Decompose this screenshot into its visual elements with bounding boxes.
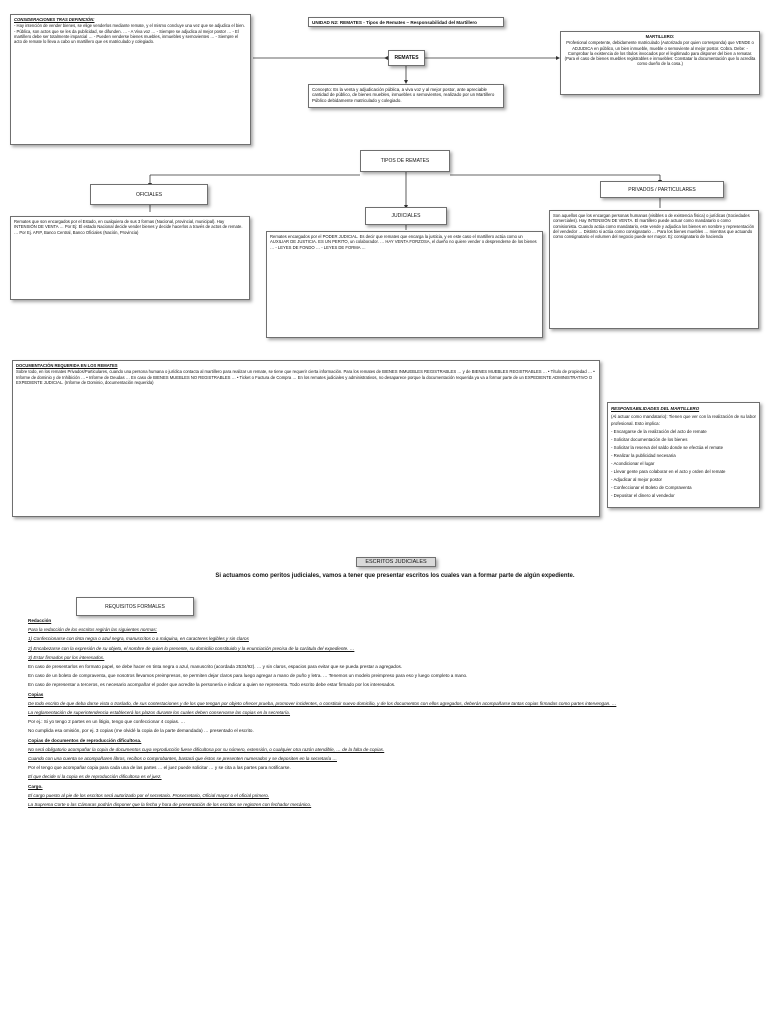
responsabilidades-box <box>607 402 760 508</box>
concepto-box <box>308 84 504 108</box>
list-item: - Encargarse de la realización del acto de remate <box>611 429 707 434</box>
judiciales-body: Remates encargados por el PODER JUDICIAL. Es decir que remates que encarga la justicia, y en este caso el martillero actúa como un AUXILIAR DE JUSTICIA. ES UN PERITO, un colaborador. … HAY VENTA FORZOSA, el dueño no quiere vender o desprenderse de los bienes … - LEYES DE FONDO … - LEYES DE FORMA … <box>270 234 537 250</box>
redaccion-paragraph: Por el tengo que acompañar copia para cada una de las partes … el juez puede solicitar … y se cita a las partes para notificarse. <box>28 765 291 771</box>
redaccion-paragraph: 3) Estar firmados por los interesados. <box>28 654 105 660</box>
redaccion-paragraph: La reglamentación de superintendencia establecerá los plazos durante los cuales deben conservarse las copias en la secretaría. <box>28 710 291 716</box>
redaccion-paragraph: En caso de representar a terceros, es necesario acompañar el poder que acredite la personería e indicar a quien se representa. Todo escrito debe estar firmado por los interesados. <box>28 682 396 688</box>
list-item: - Solicitar la reserva del saldo donde se efectúa el remate <box>611 445 724 450</box>
responsabilidades-intro: (Al actuar como mandatario): Tienen que ver con la realización de su labor profesional. Esto implica: <box>611 414 756 426</box>
redaccion-section <box>28 618 740 1018</box>
documentacion-box <box>12 360 600 517</box>
consideraciones-body: - Hay intención de vender bienes, se elige venderlos mediante remate, y el mismo concluye una vez que se adjudica el bien. - Pública, son actos que se les da publicidad, se difunden. … - A Viva voz … - Siempre se adjudica al mejor postor … - El martillero debe ser totalmente imparcial … - Pueden venderse bienes muebles, inmuebles y semovientes … - Siempre el acto de remate lo lleva a cabo un martillero que es matriculado y colegiado. <box>14 23 245 45</box>
privados-box <box>549 210 759 329</box>
tipos-remates-label: TIPOS DE REMATES <box>360 150 450 172</box>
privados-body: Son aquellos que los encargan personas humanas (visibles o de existencia física) o jurídicas (Sociedades comerciales). Hay INTENSIÓN DE VENTA. El martillero puede actuar como mandatario o como comisionista. Cuando actúa como mandatario, este vende y adjudica los bienes en nombre y representación del vendedor … Distinto si actúa como consignatario … Para los bienes muebles … mientras que actuando como consignatario el volumen del negocio puede ser mayor. Ej: consignatario de hacienda <box>553 213 755 240</box>
oficiales-label: OFICIALES <box>90 184 208 205</box>
redaccion-paragraph: No será obligatorio acompañar la copia de documentos cuya reproducción fuese dificultosa por su número, extensión, o cualquier otra razón atendible, … de la falta de copias. <box>28 746 385 752</box>
responsabilidades-title: RESPONSABILIDADES DEL MARTILLERO <box>611 406 700 411</box>
list-item: - Depositar el dinero al vendedor <box>611 493 675 498</box>
redaccion-paragraph: En caso de un boleto de compraventa, que nosotros llevamos preimpresos, se permiten dejar claros para luego agregar a mano de puño y letra. … Tenemos un modelo preimpreso para eso y luego completo a mano. <box>28 673 468 679</box>
escritos-subtitle: Si actuamos como peritos judiciales, vamos a tener que presentar escritos los cuales van a formar parte de algún expediente. <box>215 573 575 579</box>
martillero-body: Profesional competente, debidamente matriculado (Autorizado por quien corresponda) que VENDE o ADJUDICA en público, un bien inmueble, mueble o semoviente al mejor postor. Cobra. Debe: - Comprobar la existencia de los títulos invocados por el legitimado para disponer del bien a rematar. (Para el caso de bienes muebles registrables e inmuebles: Constatar la documentación que lo acredita como dueño de la cosa.) <box>564 40 756 67</box>
unidad-box <box>308 17 504 27</box>
privados-label: PRIVADOS / PARTICULARES <box>600 181 724 198</box>
redaccion-paragraph: No cumplida esa omisión, por ej. 3 copias (me olvidé la copia de la parte demandada) … presentado el escrito. <box>28 728 254 734</box>
documentacion-title: DOCUMENTACIÓN REQUERIDA EN LOS REMATES <box>16 363 118 368</box>
redaccion-paragraph: El cargo puesto al pie de los escritos será autorizado por el secretario. Prosecretario, Oficial mayor o el oficial primero. <box>28 792 270 798</box>
redaccion-paragraph: Copias de documentos de reproducción dificultosa. <box>28 737 142 743</box>
list-item: - Realizar la publicidad necesaria <box>611 453 676 458</box>
redaccion-paragraph: En caso de presentarlos en formato papel, se debe hacer en tinta negra o azul, manuscrito (acordada 2534/92). … y sin claros, espacios para evitar que se pueda prestar a agregados. <box>28 664 403 670</box>
redaccion-paragraph: 2) Encabezarse con la expresión de su objeto, el nombre de quien lo presente, su domicilio constituido y la enunciación precisa de la carátula del expediente. … <box>28 645 355 651</box>
list-item: - Solicitar documentación de los bienes <box>611 437 688 442</box>
redaccion-paragraph: Cargo. <box>28 783 43 789</box>
redaccion-paragraph: Cuando con una cuenta se acompañaren libros, recibos o comprobantes, bastará que éstos se presenten numerados y se depositen en la secretaría … <box>28 756 337 762</box>
martillero-box <box>560 31 760 95</box>
martillero-title: MARTILLERO: <box>645 34 675 39</box>
redaccion-paragraph: El que decide si la copia es de reproducción dificultosa es el juez. <box>28 774 162 780</box>
redaccion-paragraph: Por ej.: Si yo tengo 2 partes en un litigio, tengo que confeccionar 4 copias. … <box>28 719 186 725</box>
list-item: - Acondicionar el lugar <box>611 461 655 466</box>
judiciales-box <box>266 231 543 338</box>
redaccion-paragraph: Copias <box>28 691 44 697</box>
redaccion-paragraph: De todo escrito de que deba darse vista o traslado, de sus contestaciones y de los que tengan por objeto ofrecer prueba, promover incidentes, o constituir nuevo domicilio, y de los documentos con ellos agregados, deberán acompañarse tantas copias firmadas como partes intervengan. … <box>28 700 617 706</box>
concepto-text: Concepto: Es la venta y adjudicación pública, a viva voz y al mejor postor, ante apreciable cantidad de público, de bienes muebles, inmuebles o semovientes, realizado por un Martillero Público debidamente matriculado y colegiado. <box>312 87 495 103</box>
judiciales-label: JUDICIALES <box>365 207 447 225</box>
consideraciones-title: CONSIDERACIONES TRAS DEFINICIÓN: <box>14 17 95 22</box>
list-item: - Llevar gente para colaborar en el acto y orden del remate <box>611 469 726 474</box>
requisitos-label: REQUISITOS FORMALES <box>76 597 194 616</box>
escritos-title: ESCRITOS JUDICIALES <box>356 557 436 567</box>
redaccion-paragraph: Para la redacción de los escritos regirán las siguientes normas: <box>28 627 157 633</box>
responsabilidades-list <box>611 428 756 499</box>
oficiales-body: Remates que son encargados por el Estado, en cualquiera de sus 3 formas (Nacional, provincial, municipal). Hay INTENSIÓN DE VENTA … Por Ej: El estado Nacional decide vender bienes y decide hacerlos a través de actos de remate. … Por Ej. AFIP, Banco Central, Banco Oficiales (Nación, Provincia) <box>14 219 243 235</box>
documentacion-body: Sobre todo, en los remates Privados/Particulares, cuando una persona humana o jurídica contacta al martillero para realizar un remate, se tiene que requerir cierta información. Para los remates de BIENES INMUEBLES REGISTRABLES … y de BIENES MUEBLES REGISTRABLES … • Título de propiedad … • Informe de dominio y de Inhibición … • Informe de Deudas … En caso de BIENES MUEBLES NO REGISTRABLES … • Ticket o Factura de Compra … En los remates judiciales y administrativos, no desaparece porque la documentación requerida ya va a formar parte de un EXPEDIENTE ADMINISTRATIVO O EXPEDIENTE JUDICIAL. (Informe de Dominio, documentación requerida) <box>16 369 595 385</box>
redaccion-paragraph: 1) Confeccionarse con tinta negra o azul negra, manuscritos o a máquina, en caracteres legibles y sin claros <box>28 636 249 642</box>
consideraciones-box <box>10 14 251 145</box>
remates-label: REMATES <box>388 50 425 66</box>
list-item: - Confeccionar el Boleto de Compraventa <box>611 485 692 490</box>
oficiales-box <box>10 216 250 300</box>
unidad-text: UNIDAD N2: REMATES - Tipos de Remates – Responsabilidad del Martillero <box>312 20 477 25</box>
redaccion-heading: Redacción <box>28 618 52 623</box>
redaccion-paragraph: La Suprema Corte o las Cámaras podrán disponer que la fecha y hora de presentación de los escritos se registren con fechador mecánico. <box>28 802 312 808</box>
list-item: - Adjudicar al mejor postor <box>611 477 663 482</box>
